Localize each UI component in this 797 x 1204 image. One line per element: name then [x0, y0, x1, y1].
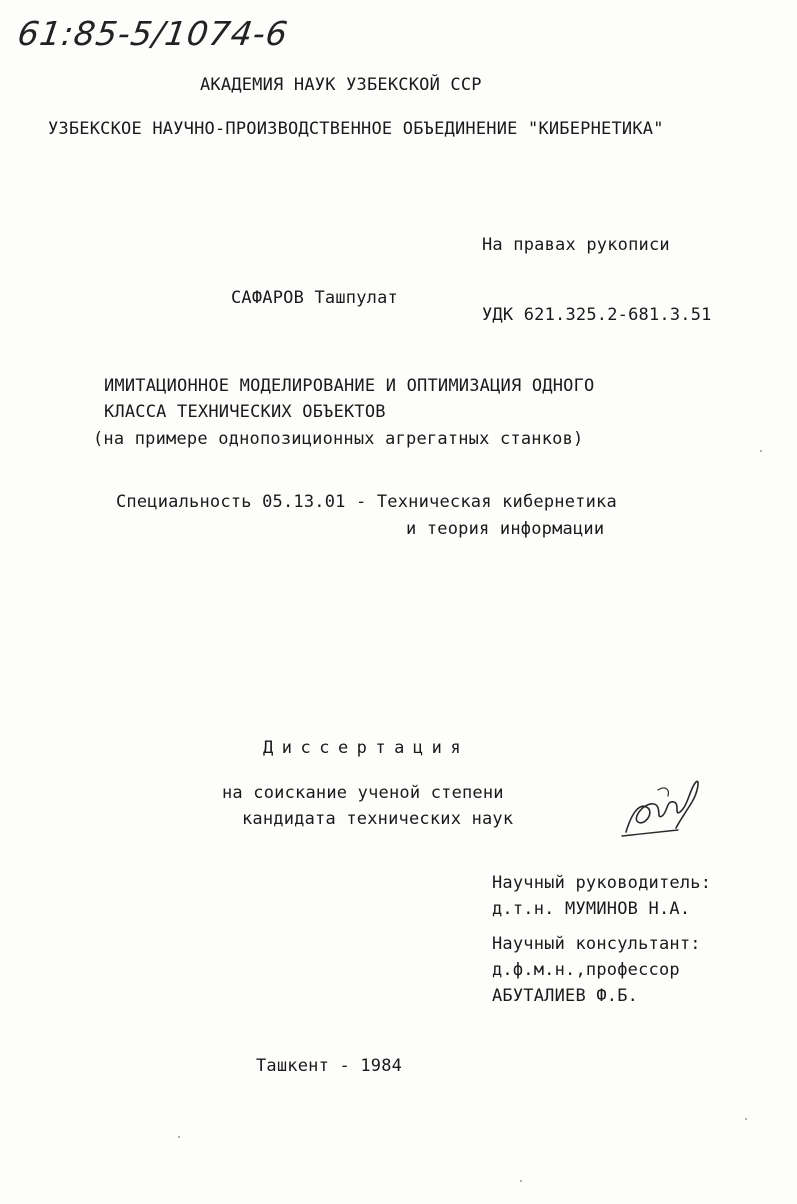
signature-icon	[618, 772, 708, 844]
manuscript-rights: На правах рукописи	[482, 235, 670, 255]
paper-speck	[520, 1180, 522, 1182]
dissertation-label: Диссертация	[263, 738, 470, 758]
paper-speck	[760, 450, 762, 452]
organization-name: УЗБЕКСКОЕ НАУЧНО-ПРОИЗВОДСТВЕННОЕ ОБЪЕДИНЕНИЕ "КИБЕРНЕТИКА"	[48, 119, 664, 139]
academy-name: АКАДЕМИЯ НАУК УЗБЕКСКОЙ ССР	[200, 75, 482, 95]
degree-line-1: на соискание ученой степени	[222, 783, 504, 803]
paper-speck	[178, 1136, 180, 1138]
archive-number: 61:85-5/1074-6	[15, 14, 291, 53]
consultant-label: Научный консультант:	[492, 934, 701, 954]
udc-code: УДК 621.325.2-681.3.51	[482, 305, 712, 325]
advisor-label: Научный руководитель:	[492, 873, 712, 893]
paper-speck	[745, 1118, 747, 1120]
city-year: Ташкент - 1984	[256, 1056, 403, 1076]
title-line-1: ИМИТАЦИОННОЕ МОДЕЛИРОВАНИЕ И ОПТИМИЗАЦИЯ ОДНОГО	[104, 376, 595, 396]
title-line-3: (на примере однопозиционных агрегатных станков)	[93, 429, 584, 449]
degree-line-2: кандидата технических наук	[242, 809, 514, 829]
specialty-line-1: Специальность 05.13.01 - Техническая кибернетика	[116, 492, 617, 512]
specialty-line-2: и теория информации	[406, 519, 605, 539]
advisor-name: д.т.н. МУМИНОВ Н.А.	[492, 899, 691, 919]
consultant-title: д.ф.м.н.,профессор	[492, 960, 680, 980]
author-name: САФАРОВ Ташпулат	[231, 288, 398, 308]
consultant-name: АБУТАЛИЕВ Ф.Б.	[492, 986, 639, 1006]
title-line-2: КЛАССА ТЕХНИЧЕСКИХ ОБЪЕКТОВ	[104, 402, 386, 422]
